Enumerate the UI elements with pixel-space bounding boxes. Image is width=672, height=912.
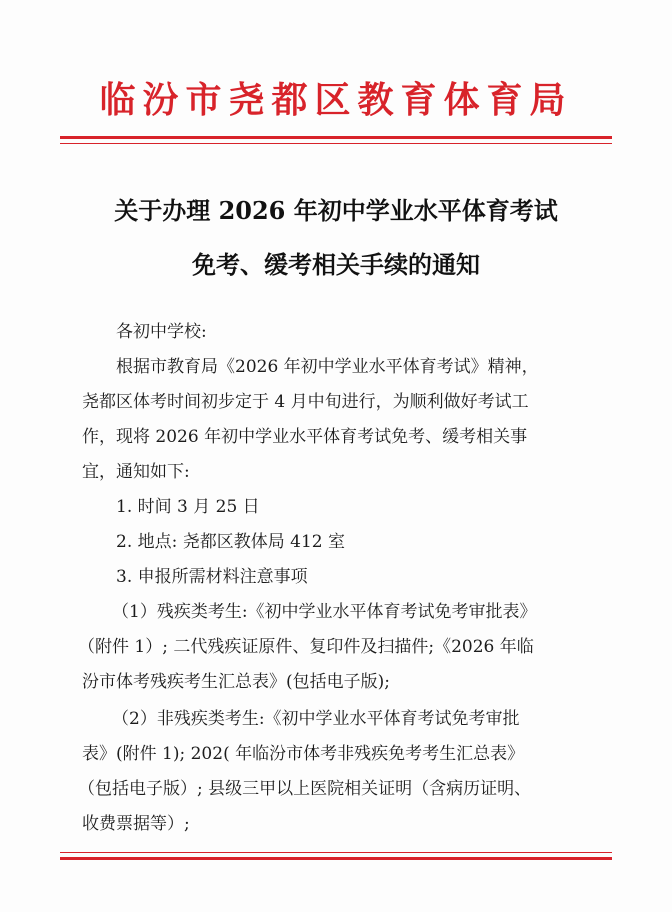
body-line: 作，现将 2026 年初中学业水平体育考试免考、缓考相关事: [82, 427, 528, 447]
list-item-materials: 3. 申报所需材料注意事项: [116, 567, 308, 587]
body-line: （附件 1）; 二代残疾证原件、复印件及扫描件;《2026 年临: [78, 637, 534, 657]
body-line: 汾市体考残疾考生汇总表》(包括电子版);: [82, 672, 390, 692]
letterhead: 临汾市尧都区教育体育局: [99, 79, 573, 121]
body-line: 根据市教育局《2026 年初中学业水平体育考试》精神，: [116, 357, 539, 377]
body-line: （包括电子版）; 县级三甲以上医院相关证明（含病历证明、: [78, 779, 532, 799]
body-line: （1）残疾类考生:《初中学业水平体育考试免考审批表》: [112, 602, 537, 622]
footer-rule-thin: [60, 852, 612, 853]
body-line: 尧都区体考时间初步定于 4 月中旬进行，为顺利做好考试工: [82, 392, 529, 412]
letterhead-rule-thick: [60, 136, 612, 139]
letterhead-rule-thin: [60, 143, 612, 144]
title-line-2: 免考、缓考相关手续的通知: [192, 250, 480, 279]
salutation: 各初中学校:: [116, 322, 207, 342]
body-line: 表》(附件 1); 202( 年临汾市体考非残疾免考考生汇总表》: [82, 744, 525, 764]
body-line: （2）非残疾类考生:《初中学业水平体育考试免考审批: [112, 709, 520, 729]
list-item-location: 2. 地点: 尧都区教体局 412 室: [116, 532, 346, 552]
title-line-1: 关于办理 2026 年初中学业水平体育考试: [114, 196, 558, 225]
body-line: 宜，通知如下:: [82, 462, 190, 482]
body-line: 收费票据等）;: [82, 814, 190, 834]
footer-rule-thick: [60, 857, 612, 860]
list-item-time: 1. 时间 3 月 25 日: [116, 497, 260, 517]
